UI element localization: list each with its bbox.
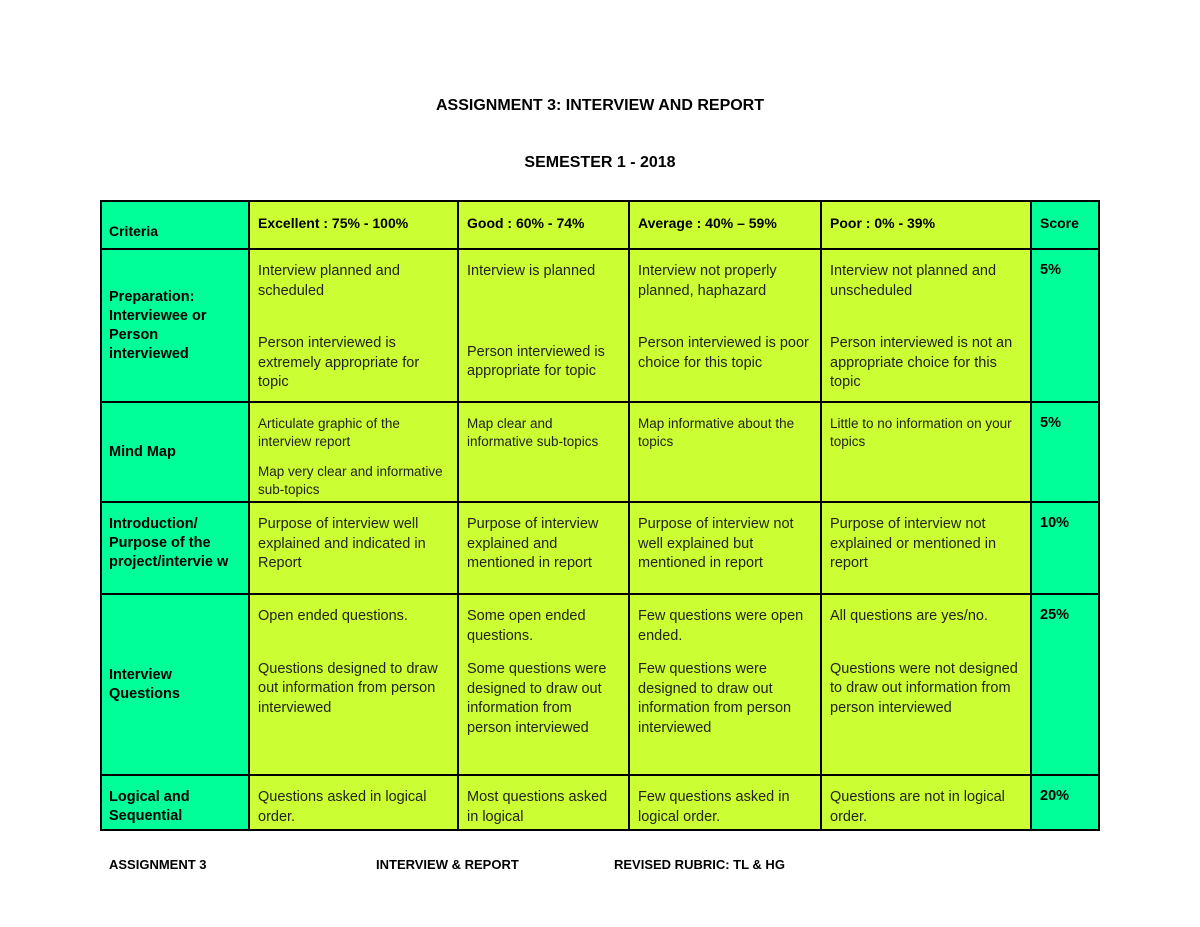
- descriptor-preparation-good: [458, 249, 629, 402]
- descriptor-text: Person interviewed is extremely appropriate for topic: [258, 335, 420, 390]
- descriptor-text: Interview not properly planned, haphazard: [638, 263, 777, 299]
- descriptor-text: Questions are not in logical order.: [830, 789, 1005, 825]
- descriptor-introduction-good: [458, 502, 629, 594]
- score-preparation: 5%: [1031, 249, 1100, 402]
- descriptor-questions-poor: [821, 594, 1031, 775]
- descriptor-text: Map very clear and informative sub-topics: [258, 464, 443, 497]
- header-average: Average : 40% – 59%: [629, 200, 821, 249]
- descriptor-logical-excellent: [249, 775, 458, 831]
- descriptor-introduction-poor: [821, 502, 1031, 594]
- header-score: Score: [1031, 200, 1100, 249]
- descriptor-text: Map clear and informative sub-topics: [467, 416, 599, 449]
- criteria-preparation: [100, 249, 249, 402]
- descriptor-preparation-excellent: [249, 249, 458, 402]
- descriptor-text: Interview not planned and unscheduled: [830, 263, 997, 299]
- header-criteria: Criteria: [100, 200, 249, 249]
- document-title: ASSIGNMENT 3: INTERVIEW AND REPORT: [435, 97, 765, 114]
- descriptor-text: Purpose of interview well explained and indicated in Report: [258, 516, 426, 571]
- header-good: Good : 60% - 74%: [458, 200, 629, 249]
- rubric-table: [100, 200, 1100, 831]
- descriptor-text: Few questions were open ended.: [638, 608, 804, 644]
- descriptor-text: Purpose of interview not well explained but mentioned in report: [638, 516, 794, 571]
- descriptor-questions-good: [458, 594, 629, 775]
- footer-assignment: ASSIGNMENT 3: [109, 857, 207, 872]
- criteria-label: Mind Map: [109, 443, 176, 460]
- criteria-interview-questions: [100, 594, 249, 775]
- header-poor: Poor : 0% - 39%: [821, 200, 1031, 249]
- descriptor-mind-map-average: [629, 402, 821, 502]
- descriptor-questions-average: [629, 594, 821, 775]
- score-interview-questions: 25%: [1031, 594, 1100, 775]
- descriptor-text: Some questions were designed to draw out information from person interviewed: [467, 661, 607, 736]
- descriptor-text: All questions are yes/no.: [830, 608, 988, 624]
- descriptor-text: Open ended questions.: [258, 608, 408, 624]
- criteria-label: Preparation: Interviewee or Person interviewed: [109, 288, 207, 362]
- descriptor-text: Few questions were designed to draw out information from person interviewed: [638, 661, 792, 736]
- descriptor-text: Little to no information on your topics: [830, 416, 1012, 449]
- descriptor-text: Questions asked in logical order.: [258, 789, 427, 825]
- descriptor-text: Person interviewed is poor choice for this topic: [638, 335, 809, 371]
- descriptor-introduction-average: [629, 502, 821, 594]
- descriptor-text: Interview planned and scheduled: [258, 263, 400, 299]
- criteria-label: Introduction/ Purpose of the project/intervie w: [109, 516, 229, 570]
- descriptor-text: Questions were not designed to draw out information from person interviewed: [830, 660, 1018, 716]
- descriptor-text: Few questions asked in logical order.: [638, 789, 790, 825]
- criteria-mind-map: [100, 402, 249, 502]
- criteria-logical-sequential: [100, 775, 249, 831]
- descriptor-preparation-poor: [821, 249, 1031, 402]
- score-logical-sequential: 20%: [1031, 775, 1100, 831]
- descriptor-text: Questions designed to draw out information from person interviewed: [258, 660, 438, 716]
- header-excellent: Excellent : 75% - 100%: [249, 200, 458, 249]
- descriptor-text: Person interviewed is appropriate for topic: [467, 343, 605, 379]
- document-subtitle: SEMESTER 1 - 2018: [524, 154, 676, 171]
- descriptor-text: Purpose of interview explained and mentioned in report: [467, 516, 599, 571]
- criteria-label: Logical and Sequential: [109, 789, 190, 824]
- score-introduction: 10%: [1031, 502, 1100, 594]
- descriptor-questions-excellent: [249, 594, 458, 775]
- descriptor-preparation-average: [629, 249, 821, 402]
- footer-interview-report: INTERVIEW & REPORT: [376, 857, 519, 872]
- descriptor-logical-good: [458, 775, 629, 831]
- descriptor-text: Purpose of interview not explained or mentioned in report: [830, 516, 997, 571]
- criteria-label: Interview Questions: [109, 666, 180, 702]
- descriptor-text: Most questions asked in logical: [467, 789, 608, 825]
- descriptor-text: Interview is planned: [467, 263, 596, 279]
- descriptor-text: Articulate graphic of the interview report: [258, 416, 400, 449]
- criteria-introduction: [100, 502, 249, 594]
- descriptor-mind-map-poor: [821, 402, 1031, 502]
- descriptor-mind-map-good: [458, 402, 629, 502]
- descriptor-text: Map informative about the topics: [638, 416, 795, 449]
- descriptor-text: Some open ended questions.: [467, 608, 586, 644]
- descriptor-text: Person interviewed is not an appropriate choice for this topic: [830, 335, 1013, 390]
- score-mind-map: 5%: [1031, 402, 1100, 502]
- descriptor-logical-poor: [821, 775, 1031, 831]
- descriptor-introduction-excellent: [249, 502, 458, 594]
- descriptor-logical-average: [629, 775, 821, 831]
- descriptor-mind-map-excellent: [249, 402, 458, 502]
- footer-revised-rubric: REVISED RUBRIC: TL & HG: [614, 857, 785, 872]
